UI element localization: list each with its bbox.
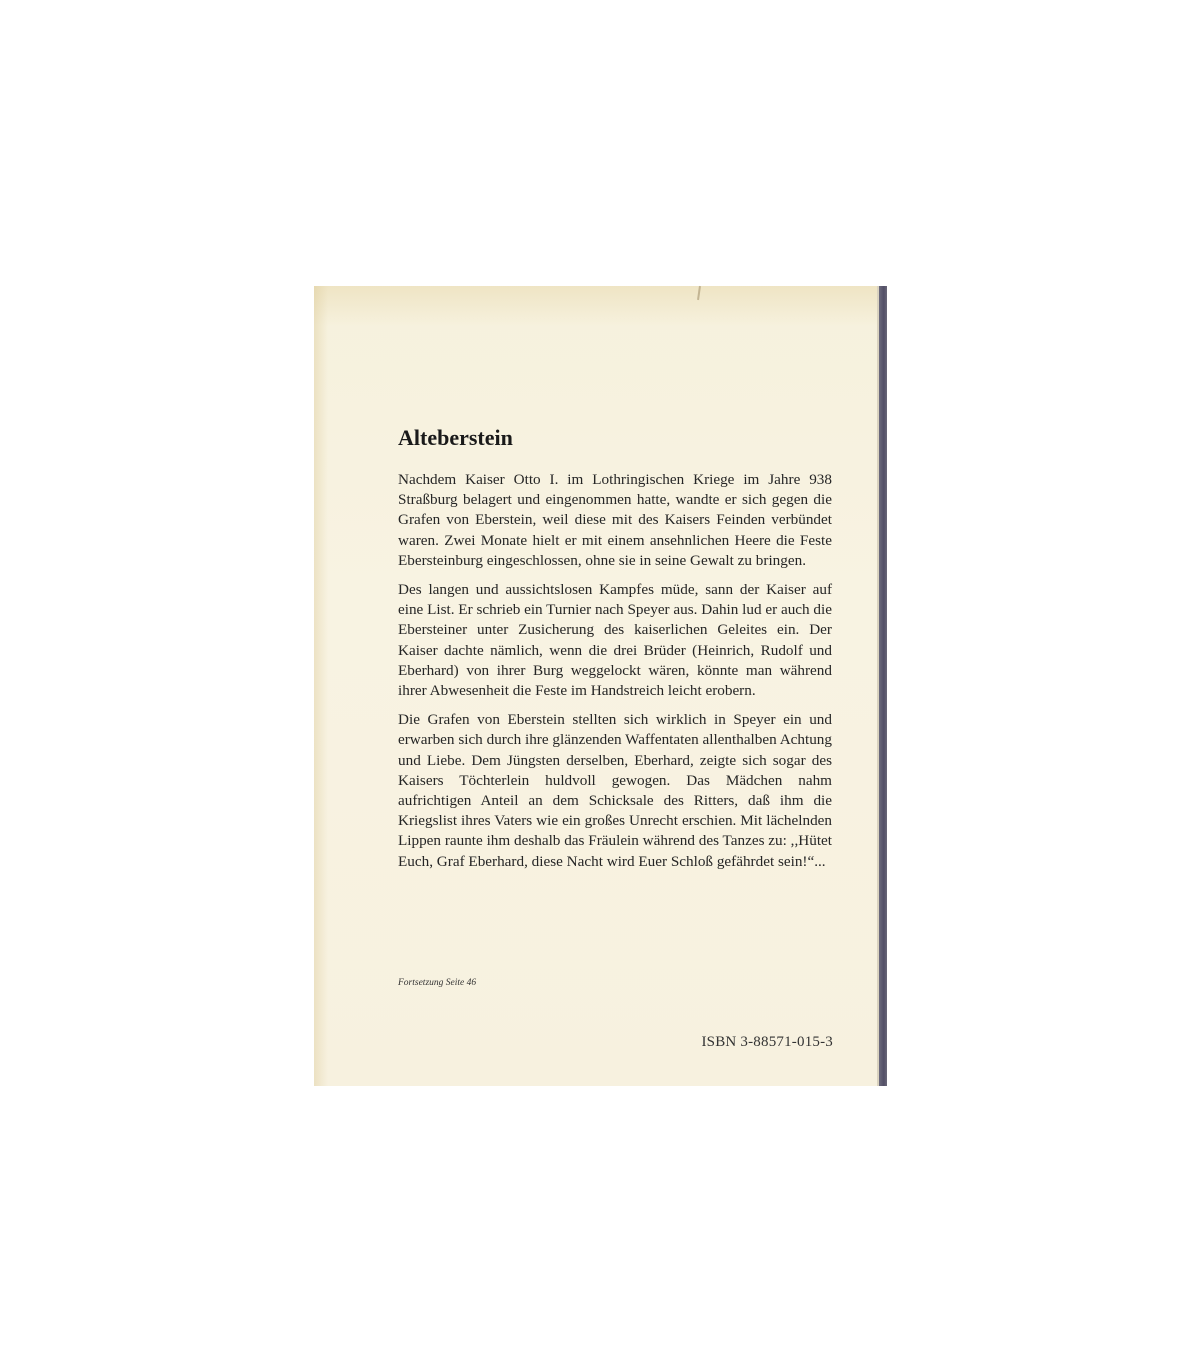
continuation-note: Fortsetzung Seite 46	[398, 978, 477, 988]
isbn-label: ISBN 3-88571-015-3	[701, 1034, 833, 1050]
spine-edge	[879, 286, 887, 1086]
paragraph: Des langen und aussichtslosen Kampfes müde, sann der Kaiser auf eine List. Er schrieb ein Turnier nach Speyer aus. Dahin lud er auch die Ebersteiner unter Zusicherung des kaiserlichen Geleites ein. Der Kaiser dachte nämlich, wenn die drei Brüder (Heinrich, Rudolf und Eberhard) von ihrer Burg weggelockt wären, könnte man während ihrer Abwesenheit die Feste im Handstreich leicht erobern.	[398, 581, 832, 700]
paragraph: Nachdem Kaiser Otto I. im Lothringischen Kriege im Jahre 938 Straßburg belagert und eingenommen hatte, wandte er sich gegen die Grafen von Eberstein, weil diese mit des Kaisers Feinden verbündet waren. Zwei Monate hielt er mit einem ansehnlichen Heere die Feste Ebersteinburg eingeschlossen, ohne sie in seine Gewalt zu bringen.	[398, 471, 832, 569]
paragraph: Die Grafen von Eberstein stellten sich wirklich in Speyer ein und erwarben sich durch ihre glänzenden Waffentaten allenthalben Achtung und Liebe. Dem Jüngsten derselben, Eberhard, zeigte sich sogar des Kaisers Töchterlein huldvoll gewogen. Das Mädchen nahm aufrichtigen Anteil an dem Schicksale des Ritters, daß ihm die Kriegslist ihres Vaters wie ein großes Unrecht erschien. Mit lächelnden Lippen raunte ihm deshalb das Fräulein während des Tanzes zu: ,,Hütet Euch, Graf Eberhard, diese Nacht wird Euer Schloß gefährdet sein!“...	[398, 711, 832, 870]
book-back-cover	[314, 286, 887, 1086]
cover-shading-left	[314, 286, 328, 1086]
page-title: Alteberstein	[398, 425, 513, 450]
body-text	[398, 470, 832, 881]
cover-shading	[314, 286, 887, 326]
